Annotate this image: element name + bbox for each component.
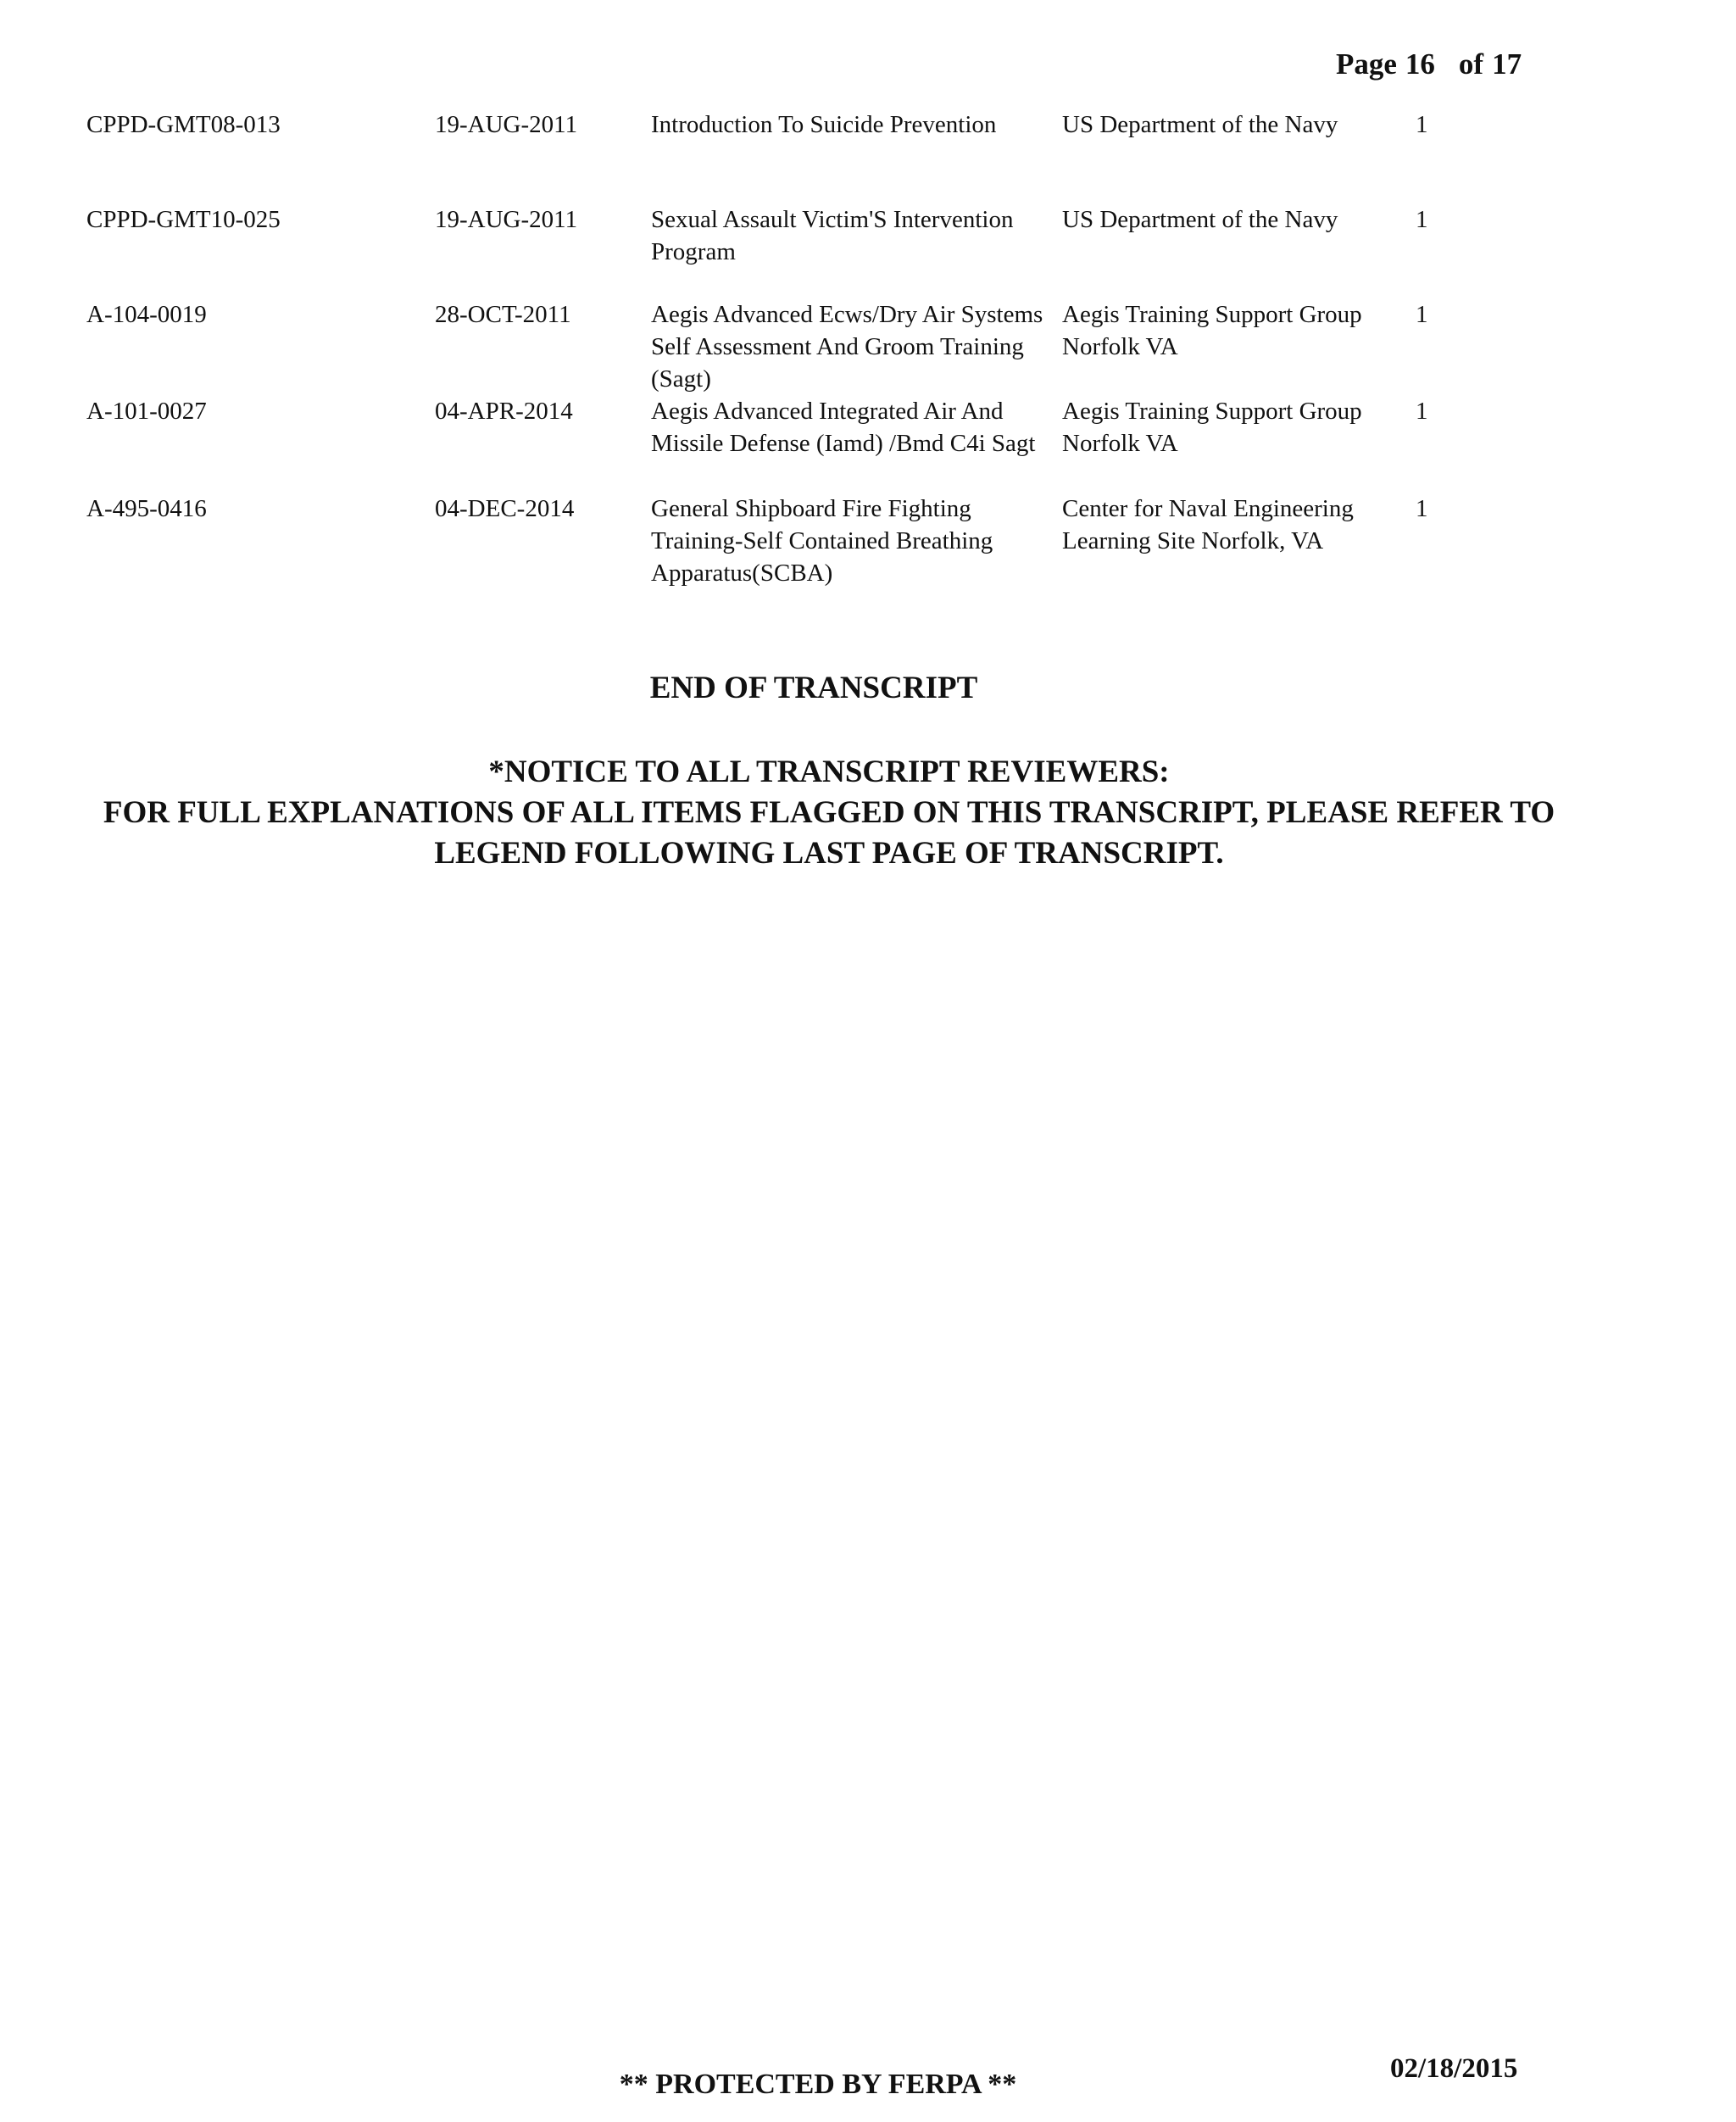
table-row xyxy=(86,395,1527,493)
end-of-transcript-heading: END OF TRANSCRIPT xyxy=(649,671,978,705)
course-units: 1 xyxy=(1416,111,1428,138)
course-title: General Shipboard Fire Fighting Training-Self Contained Breathing Apparatus(SCBA) xyxy=(651,495,993,587)
footer-date: 02/18/2015 xyxy=(1390,2053,1518,2084)
course-title: Aegis Advanced Ecws/Dry Air Systems Self Assessment And Groom Training (Sagt) xyxy=(651,301,1043,393)
course-institution: Aegis Training Support Group Norfolk VA xyxy=(1062,398,1362,457)
course-institution: US Department of the Navy xyxy=(1062,206,1338,233)
course-code: A-104-0019 xyxy=(86,301,207,328)
course-institution: US Department of the Navy xyxy=(1062,111,1338,138)
course-units: 1 xyxy=(1416,398,1428,425)
ferpa-notice: ** PROTECTED BY FERPA ** xyxy=(619,2069,1017,2100)
course-institution: Aegis Training Support Group Norfolk VA xyxy=(1062,301,1362,360)
course-title: Sexual Assault Victim'S Intervention Program xyxy=(651,206,1014,265)
course-date: 19-AUG-2011 xyxy=(435,111,578,138)
table-row xyxy=(86,203,1527,298)
reviewer-notice xyxy=(0,752,1658,874)
course-table xyxy=(86,109,1527,594)
course-title: Aegis Advanced Integrated Air And Missile Defense (Iamd) /Bmd C4i Sagt xyxy=(651,398,1036,457)
course-units: 1 xyxy=(1416,301,1428,328)
table-row xyxy=(86,298,1527,395)
course-units: 1 xyxy=(1416,206,1428,233)
notice-line: *NOTICE TO ALL TRANSCRIPT REVIEWERS: xyxy=(488,755,1170,789)
course-date: 04-DEC-2014 xyxy=(435,495,575,522)
notice-line: LEGEND FOLLOWING LAST PAGE OF TRANSCRIPT. xyxy=(434,836,1224,871)
notice-line: FOR FULL EXPLANATIONS OF ALL ITEMS FLAGGED ON THIS TRANSCRIPT, PLEASE REFER TO xyxy=(103,795,1555,830)
page-of-label: of xyxy=(1458,47,1484,81)
table-row xyxy=(86,493,1527,594)
course-code: A-101-0027 xyxy=(86,398,207,425)
course-units: 1 xyxy=(1416,495,1428,522)
table-row xyxy=(86,109,1527,203)
course-title: Introduction To Suicide Prevention xyxy=(651,111,997,138)
page-number xyxy=(1336,47,1522,81)
course-code: A-495-0416 xyxy=(86,495,207,522)
course-date: 19-AUG-2011 xyxy=(435,206,578,233)
course-code: CPPD-GMT10-025 xyxy=(86,206,281,233)
page-label: Page xyxy=(1336,47,1397,81)
course-code: CPPD-GMT08-013 xyxy=(86,111,281,138)
course-date: 28-OCT-2011 xyxy=(435,301,571,328)
course-institution: Center for Naval Engineering Learning Site Norfolk, VA xyxy=(1062,495,1354,554)
course-date: 04-APR-2014 xyxy=(435,398,573,425)
page-current: 16 xyxy=(1405,47,1435,81)
page-total: 17 xyxy=(1492,47,1522,81)
